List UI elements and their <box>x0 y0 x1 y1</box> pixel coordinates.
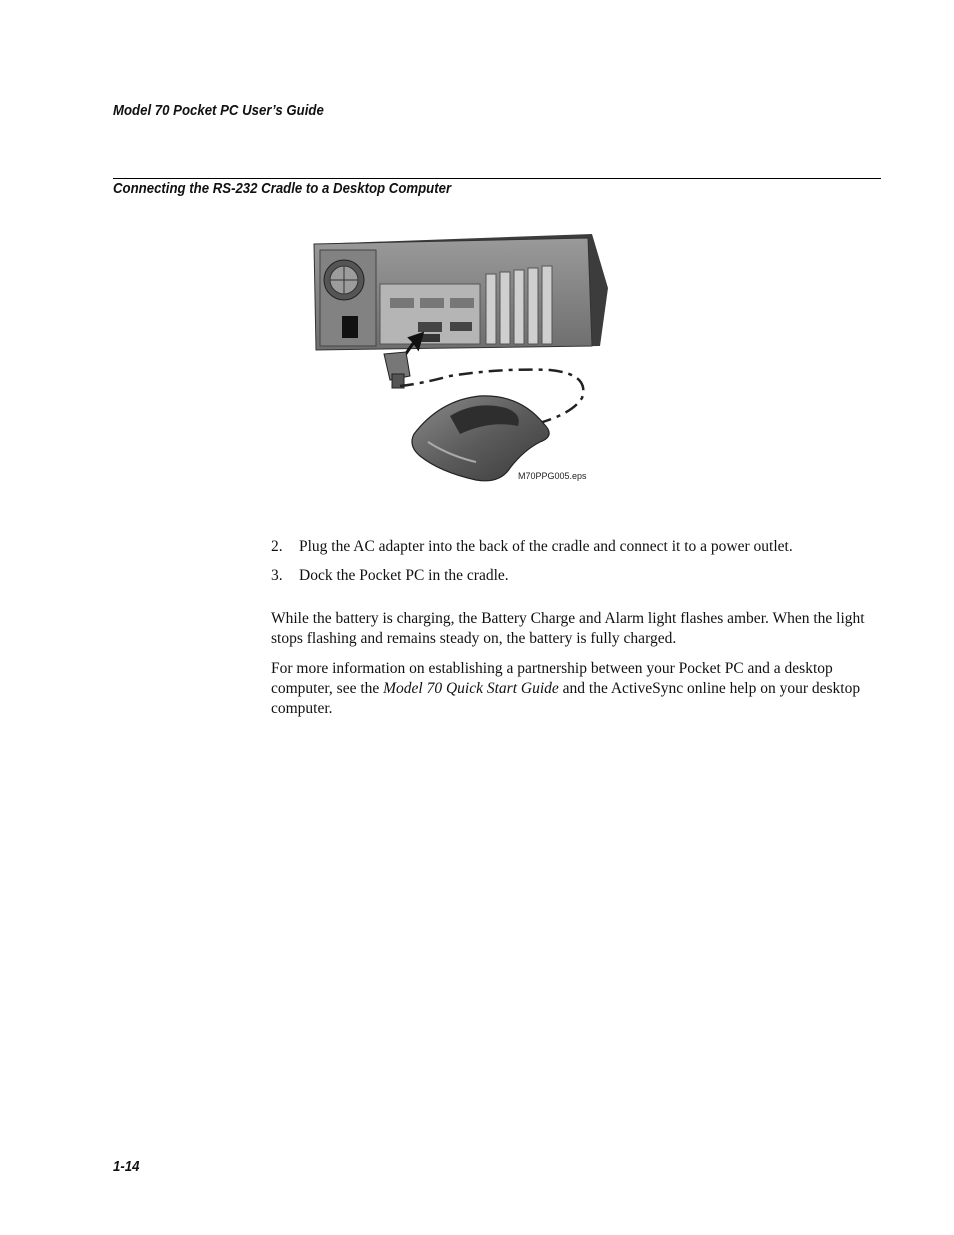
rs232-cradle <box>412 396 549 481</box>
quick-start-guide-reference: Model 70 Quick Start Guide <box>383 680 559 697</box>
figure-label: M70PPG005.eps <box>518 471 587 481</box>
instruction-steps <box>271 537 881 595</box>
step-text: Plug the AC adapter into the back of the cradle and connect it to a power outlet. <box>299 538 793 555</box>
list-item <box>271 537 881 557</box>
section-divider <box>113 178 881 179</box>
step-number: 2. <box>271 538 283 555</box>
list-item <box>271 566 881 586</box>
cradle-connection-figure <box>300 228 610 498</box>
more-info-text-end: and the ActiveSync online help on your desktop computer. <box>271 680 861 717</box>
more-info-text: For more information on establishing a partnership between your Pocket PC and a desktop computer, see the <box>271 660 833 697</box>
more-info-paragraph <box>271 659 881 719</box>
desktop-computer-back <box>314 234 608 350</box>
section-title: Connecting the RS-232 Cradle to a Desktop Computer <box>113 180 452 197</box>
step-number: 3. <box>271 567 283 584</box>
cradle-connection-illustration <box>300 228 610 498</box>
page-number: 1-14 <box>113 1158 140 1175</box>
step-text: Dock the Pocket PC in the cradle. <box>299 567 509 584</box>
serial-connector <box>384 352 410 388</box>
running-head: Model 70 Pocket PC User’s Guide <box>113 102 324 119</box>
charging-paragraph: While the battery is charging, the Battery Charge and Alarm light flashes amber. When the light stops flashing and remains steady on, the battery is fully charged. <box>271 610 865 647</box>
